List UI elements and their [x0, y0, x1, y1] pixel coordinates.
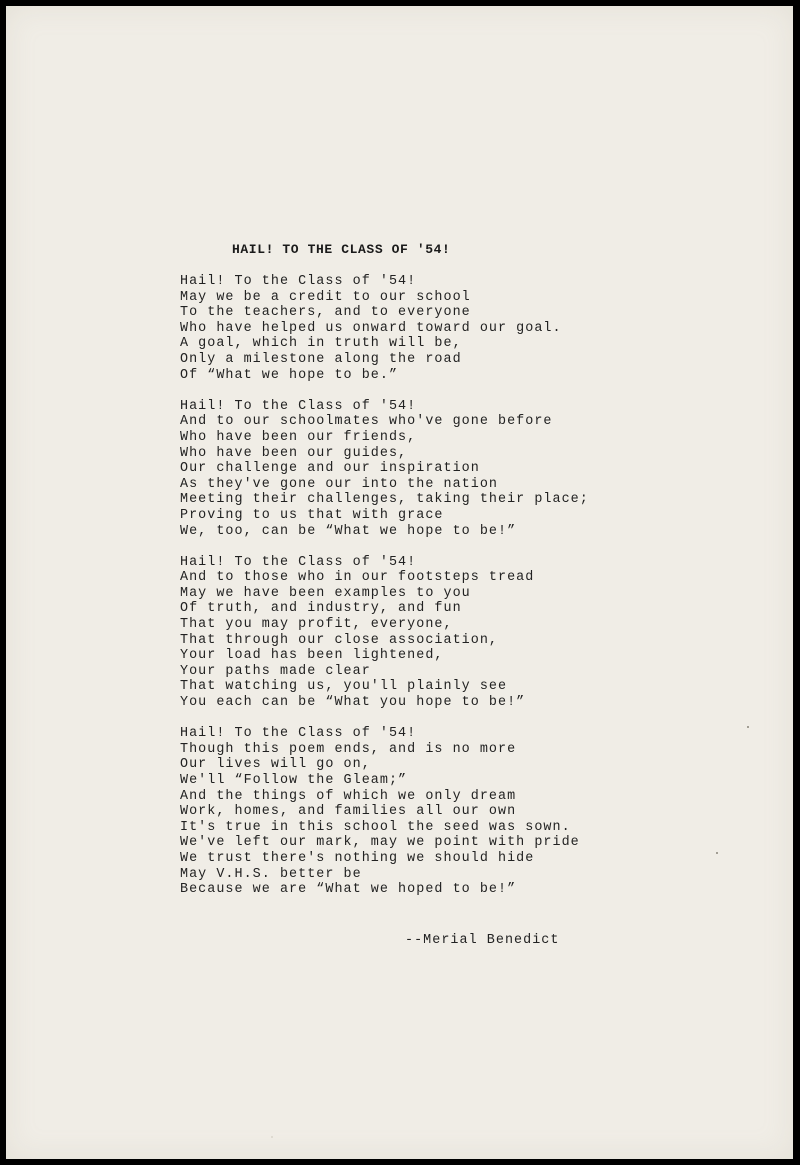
poem-line: You each can be “What you hope to be!” — [180, 695, 526, 711]
document-page — [6, 6, 793, 1159]
poem-line: May we have been examples to you — [180, 585, 471, 601]
stanza-2 — [180, 399, 589, 539]
poem-line: To the teachers, and to everyone — [180, 305, 471, 321]
paper-speck — [716, 852, 718, 854]
poem-line: May V.H.S. better be — [180, 866, 362, 882]
poem-line: We'll “Follow the Gleam;” — [180, 773, 408, 788]
paper-speck — [271, 1136, 273, 1138]
author-signature: --Merial Benedict — [405, 933, 560, 948]
poem-line: And the things of which we only dream — [180, 788, 517, 804]
poem-line: Of “What we hope to be.” — [180, 367, 399, 383]
stanza-4 — [180, 726, 589, 898]
poem-line: We, too, can be “What we hope to be!” — [180, 523, 517, 539]
poem-line: Your paths made clear — [180, 663, 371, 679]
poem-line: As they've gone our into the nation — [180, 476, 498, 492]
poem-line: Hail! To the Class of '54! — [180, 398, 417, 414]
poem-line: Our lives will go on, — [180, 757, 371, 773]
poem-line: Because we are “What we hoped to be!” — [180, 882, 517, 898]
poem-line: And to those who in our footsteps tread — [180, 570, 535, 586]
poem-line: Hail! To the Class of '54! — [180, 554, 417, 570]
poem-line: It's true in this school the seed was sown. — [180, 819, 571, 835]
poem-line: Of truth, and industry, and fun — [180, 601, 462, 617]
poem-line: Only a milestone along the road — [180, 351, 462, 367]
poem-line: Proving to us that with grace — [180, 507, 444, 523]
poem-line: Who have been our friends, — [180, 429, 417, 445]
poem-line: We've left our mark, may we point with pride — [180, 835, 580, 851]
poem-line: A goal, which in truth will be, — [180, 336, 462, 352]
poem-line: Though this poem ends, and is no more — [180, 741, 517, 757]
poem-line: Who have helped us onward toward our goal. — [180, 320, 562, 336]
poem-line: Your load has been lightened, — [180, 648, 444, 664]
poem-line: Hail! To the Class of '54! — [180, 274, 417, 289]
poem-line: Our challenge and our inspiration — [180, 461, 480, 477]
poem-line: That through our close association, — [180, 632, 498, 648]
poem-line: And to our schoolmates who've gone before — [180, 414, 553, 430]
poem-line: May we be a credit to our school — [180, 289, 471, 305]
stanza-3 — [180, 555, 589, 711]
poem-line: Hail! To the Class of '54! — [180, 726, 417, 742]
poem-line: Who have been our guides, — [180, 445, 408, 461]
poem-body — [180, 274, 589, 913]
paper-speck — [747, 726, 749, 728]
poem-line: Meeting their challenges, taking their place; — [180, 492, 589, 508]
stanza-1 — [180, 274, 589, 383]
poem-title: HAIL! TO THE CLASS OF '54! — [232, 242, 451, 257]
poem-line: Work, homes, and families all our own — [180, 804, 517, 820]
poem-line: We trust there's nothing we should hide — [180, 850, 535, 866]
poem-line: That you may profit, everyone, — [180, 617, 453, 633]
poem-line: That watching us, you'll plainly see — [180, 679, 508, 695]
